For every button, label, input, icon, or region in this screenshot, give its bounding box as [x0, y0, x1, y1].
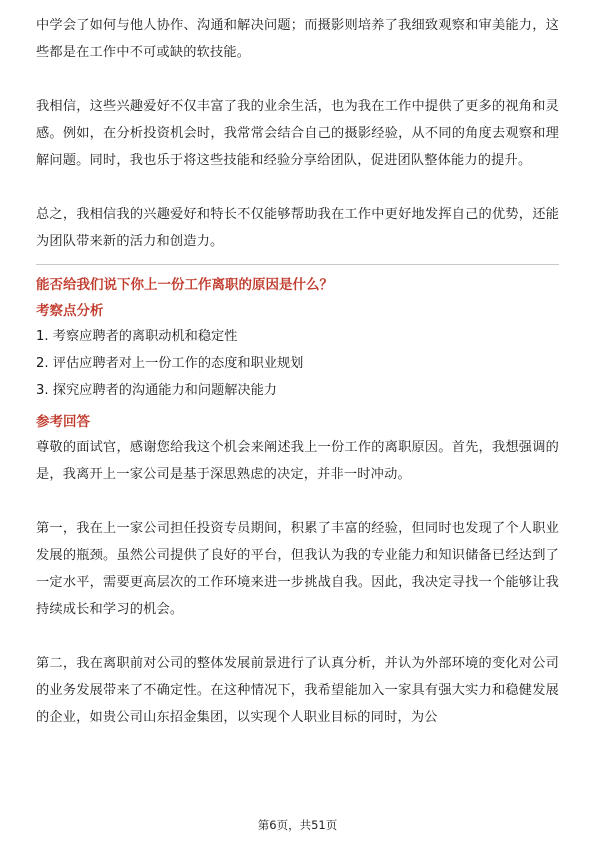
analysis-point-2: 2. 评估应聘者对上一份工作的态度和职业规划: [36, 356, 304, 371]
question-heading: 能否给我们说下你上一份工作离职的原因是什么？: [36, 277, 333, 293]
intro-paragraph-2: 我相信，这些兴趣爱好不仅丰富了我的业余生活，也为我在工作中提供了更多的视角和灵感。例如，在分析投资机会时，我常常会结合自己的摄影经验，从不同的角度去观察和理解问题。同时，我也乐于将这些技能和经验分享给团队，促进团队整体能力的提升。: [36, 99, 559, 168]
paragraph-gap: [36, 488, 559, 515]
answer-paragraph-3: 第二，我在离职前对公司的整体发展前景进行了认真分析，并认为外部环境的变化对公司的业务发展带来了不确定性。在这种情况下，我希望能加入一家具有强大实力和稳健发展的企业，如贵公司山东招金集团，以实现个人职业目标的同时，为公: [36, 656, 559, 725]
analysis-heading: 考察点分析: [36, 303, 104, 319]
paragraph-gap: [36, 66, 559, 93]
answer-paragraph-1: 尊敬的面试官，感谢您给我这个机会来阐述我上一份工作的离职原因。首先，我想强调的是，我离开上一家公司是基于深思熟虑的决定，并非一时冲动。: [36, 440, 559, 482]
section-divider: [36, 264, 559, 265]
page-number-footer: 第6页，共51页: [257, 818, 338, 832]
analysis-point-3: 3. 探究应聘者的沟通能力和问题解决能力: [36, 383, 277, 398]
answer-heading: 参考回答: [36, 414, 90, 430]
intro-paragraph-1: 中学会了如何与他人协作、沟通和解决问题；而摄影则培养了我细致观察和审美能力，这些都是在工作中不可或缺的软技能。: [36, 18, 559, 60]
paragraph-gap: [36, 623, 559, 650]
analysis-point-1: 1. 考察应聘者的离职动机和稳定性: [36, 329, 238, 344]
document-page: [36, 12, 559, 731]
paragraph-gap: [36, 174, 559, 201]
answer-paragraph-2: 第一，我在上一家公司担任投资专员期间，积累了丰富的经验，但同时也发现了个人职业发展的瓶颈。虽然公司提供了良好的平台，但我认为我的专业能力和知识储备已经达到了一定水平，需要更高层次的工作环境来进一步挑战自我。因此，我决定寻找一个能够让我持续成长和学习的机会。: [36, 521, 559, 617]
intro-paragraph-3: 总之，我相信我的兴趣爱好和特长不仅能够帮助我在工作中更好地发挥自己的优势，还能为团队带来新的活力和创造力。: [36, 207, 559, 249]
